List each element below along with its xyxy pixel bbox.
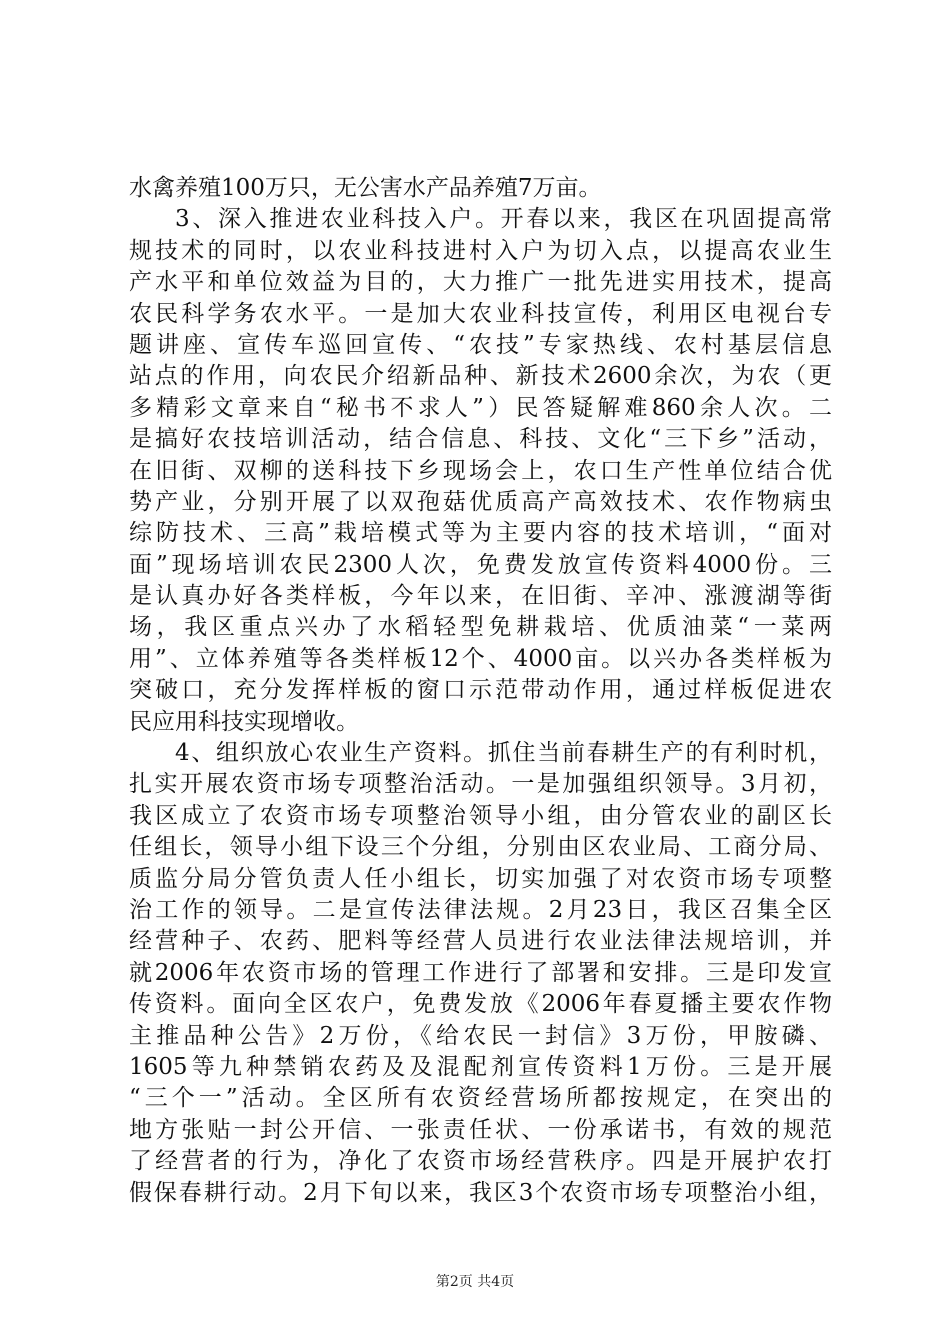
paragraph-line: 主推品种公告》2万份，《给农民一封信》3万份，甲胺磷、 xyxy=(129,1022,832,1049)
paragraph-line: 面”现场培训农民2300人次，免费发放宣传资料4000份。三 xyxy=(129,551,832,578)
paragraph-line: 产水平和单位效益为目的，大力推广一批先进实用技术，提高 xyxy=(129,269,832,296)
paragraph-line: 农民科学务农水平。一是加大农业科技宣传，利用区电视台专 xyxy=(129,300,832,327)
paragraph-line: 假保春耕行动。2月下旬以来，我区3个农资市场专项整治小组， xyxy=(129,1179,832,1206)
paragraph-line: 3、深入推进农业科技入户。开春以来，我区在巩固提高常 xyxy=(175,206,832,233)
paragraph-line: 题讲座、宣传车巡回宣传、“农技”专家热线、农村基层信息 xyxy=(129,331,832,358)
paragraph-line: 场，我区重点兴办了水稻轻型免耕栽培、优质油菜“一菜两 xyxy=(129,614,832,641)
paragraph-line: 了经营者的行为，净化了农资市场经营秩序。四是开展护农打 xyxy=(129,1148,832,1175)
paragraph-line: 用”、立体养殖等各类样板12个、4000亩。以兴办各类样板为 xyxy=(129,645,832,672)
paragraph-line: 规技术的同时，以农业科技进村入户为切入点，以提高农业生 xyxy=(129,237,832,264)
paragraph-line: 水禽养殖100万只，无公害水产品养殖7万亩。 xyxy=(129,175,602,201)
paragraph-line: 综防技术、三高”栽培模式等为主要内容的技术培训，“面对 xyxy=(129,520,832,547)
page-number-label: 第2页 共4页 xyxy=(435,1274,515,1290)
paragraph-line: 在旧街、双柳的送科技下乡现场会上，农口生产性单位结合优 xyxy=(129,457,832,484)
paragraph-line: 地方张贴一封公开信、一张责任状、一份承诺书，有效的规范 xyxy=(129,1116,832,1143)
paragraph-line: 质监分局分管负责人任小组长，切实加强了对农资市场专项整 xyxy=(129,865,832,892)
paragraph-line: 1605等九种禁销农药及及混配剂宣传资料1万份。三是开展 xyxy=(129,1053,832,1080)
paragraph-line: 任组长，领导小组下设三个分组，分别由区农业局、工商分局、 xyxy=(129,834,832,861)
paragraph-line: 传资料。面向全区农户，免费发放《2006年春夏播主要农作物 xyxy=(129,991,832,1018)
paragraph-line: 治工作的领导。二是宣传法律法规。2月23日，我区召集全区 xyxy=(129,896,832,923)
paragraph-line: 就2006年农资市场的管理工作进行了部署和安排。三是印发宣 xyxy=(129,959,832,986)
paragraph-line: 民应用科技实现增收。 xyxy=(129,708,359,735)
paragraph-line: 我区成立了农资市场专项整治领导小组，由分管农业的副区长 xyxy=(129,802,832,829)
paragraph-line: 站点的作用，向农民介绍新品种、新技术2600余次，为农（更 xyxy=(129,363,832,390)
page-footer xyxy=(0,1271,950,1291)
paragraph-line: 多精彩文章来自“秘书不求人”）民答疑解难860余人次。二 xyxy=(129,394,832,421)
paragraph-line: 扎实开展农资市场专项整治活动。一是加强组织领导。3月初， xyxy=(129,771,832,798)
paragraph-line: 是认真办好各类样板，今年以来，在旧街、辛冲、涨渡湖等街 xyxy=(129,583,832,610)
paragraph-line: 经营种子、农药、肥料等经营人员进行农业法律法规培训，并 xyxy=(129,928,832,955)
document-body xyxy=(129,173,832,1209)
paragraph-line: 突破口，充分发挥样板的窗口示范带动作用，通过样板促进农 xyxy=(129,677,832,704)
paragraph-line: “三个一”活动。全区所有农资经营场所都按规定，在突出的 xyxy=(129,1085,832,1112)
paragraph-line: 4、组织放心农业生产资料。抓住当前春耕生产的有利时机， xyxy=(175,740,832,767)
paragraph-line: 是搞好农技培训活动，结合信息、科技、文化“三下乡”活动， xyxy=(129,426,832,453)
paragraph-line: 势产业，分别开展了以双孢菇优质高产高效技术、农作物病虫 xyxy=(129,488,832,515)
